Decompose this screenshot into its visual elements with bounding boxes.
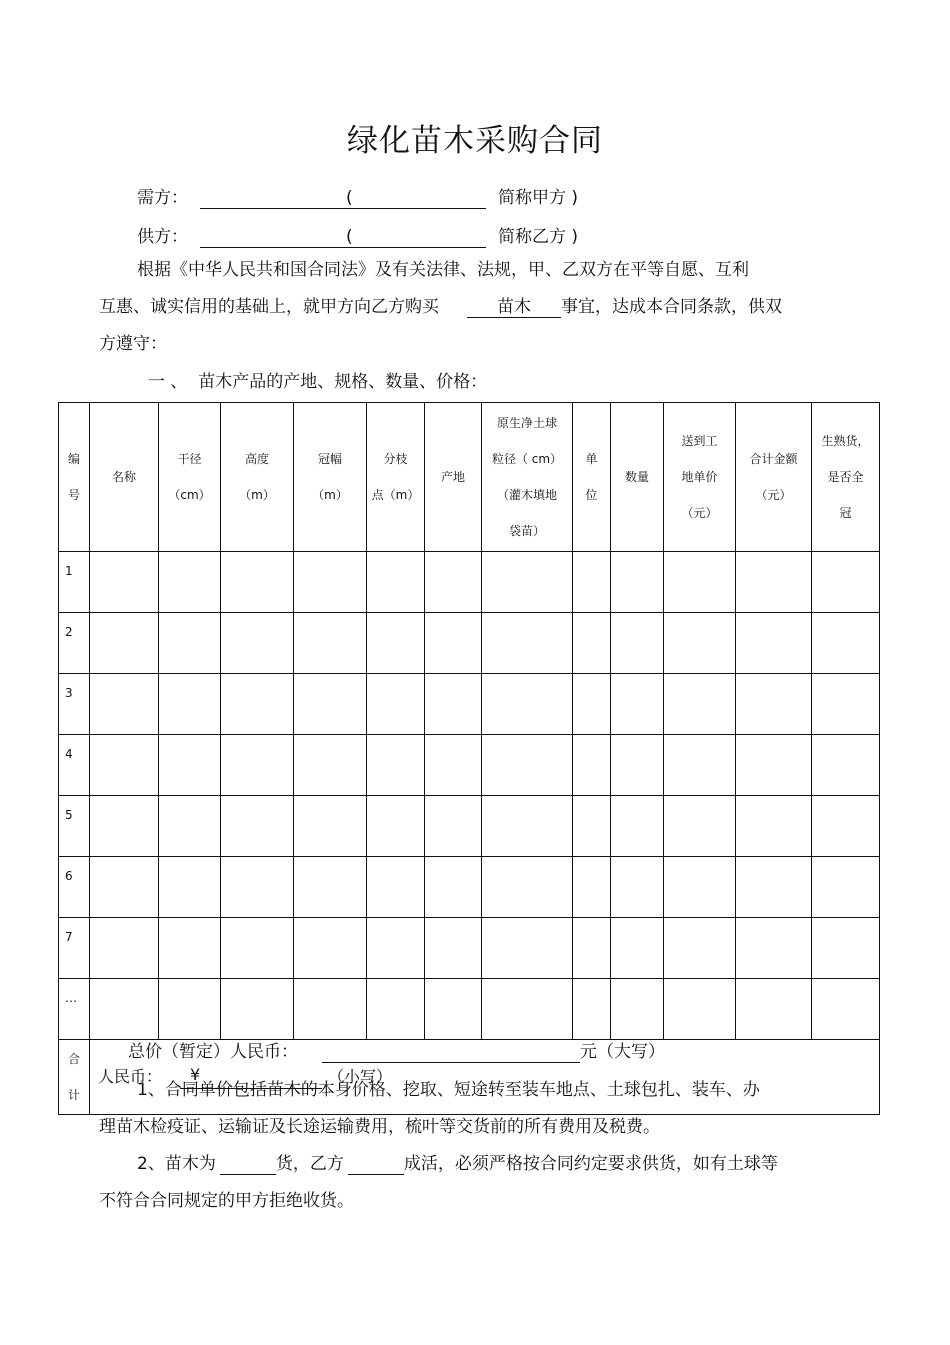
row-number: 5	[59, 796, 90, 857]
table-cell[interactable]	[664, 613, 736, 674]
clause-2-start: 2、苗木为	[137, 1154, 216, 1174]
table-header-row	[59, 403, 880, 552]
row-number: 7	[59, 918, 90, 979]
table-cell[interactable]	[573, 979, 611, 1040]
table-cell[interactable]	[90, 979, 159, 1040]
table-cell[interactable]	[736, 796, 812, 857]
buyer-label: 需方：	[137, 188, 188, 208]
table-cell[interactable]	[221, 735, 294, 796]
table-cell[interactable]	[611, 735, 664, 796]
table-cell[interactable]	[664, 918, 736, 979]
row-number: 2	[59, 613, 90, 674]
header-number: 编 号	[59, 403, 90, 552]
table-cell[interactable]	[812, 613, 880, 674]
table-row	[59, 918, 880, 979]
table-cell[interactable]	[611, 674, 664, 735]
intro-line-2-end: 事宜，达成本合同条款，供双	[561, 297, 782, 317]
table-cell[interactable]	[90, 674, 159, 735]
goods-type-blank[interactable]	[220, 1154, 276, 1175]
seller-paren: (	[346, 227, 353, 247]
table-cell[interactable]	[664, 979, 736, 1040]
row-number: …	[59, 979, 90, 1040]
clause-2-line-2: 不符合合同规定的甲方拒绝收货。	[99, 1191, 354, 1211]
seedling-table	[58, 402, 880, 1115]
table-cell[interactable]	[425, 674, 482, 735]
table-cell[interactable]	[294, 613, 367, 674]
table-cell[interactable]	[221, 918, 294, 979]
table-cell[interactable]	[482, 674, 573, 735]
table-cell[interactable]	[812, 735, 880, 796]
total-price-unit: 元（大写）	[580, 1042, 665, 1062]
header-unit-price: 送到工 地单价 （元）	[664, 403, 736, 552]
table-cell[interactable]	[812, 674, 880, 735]
table-cell[interactable]	[221, 552, 294, 613]
table-cell[interactable]	[425, 613, 482, 674]
header-crown-width: 冠幅 （m）	[294, 403, 367, 552]
buyer-paren: (	[346, 188, 353, 208]
buyer-name-blank[interactable]	[200, 188, 346, 209]
total-lowercase-label: （小写）	[328, 1066, 393, 1086]
header-soil-ball: 原生净土球 粒径（ cm） （灌木填地 袋苗）	[482, 403, 573, 552]
table-cell[interactable]	[664, 674, 736, 735]
header-origin: 产地	[425, 403, 482, 552]
goods-value: 苗木	[497, 297, 531, 317]
goods-blank[interactable]	[467, 297, 561, 318]
table-cell[interactable]	[294, 918, 367, 979]
table-row	[59, 552, 880, 613]
table-cell[interactable]	[573, 552, 611, 613]
seller-alias: 简称乙方 )	[498, 227, 579, 247]
row-number: 1	[59, 552, 90, 613]
table-row	[59, 613, 880, 674]
table-cell[interactable]	[159, 735, 221, 796]
row-number: 4	[59, 735, 90, 796]
table-cell[interactable]	[664, 552, 736, 613]
table-cell[interactable]	[482, 857, 573, 918]
table-cell[interactable]	[736, 918, 812, 979]
table-cell[interactable]	[294, 735, 367, 796]
total-price-blank[interactable]	[322, 1042, 580, 1063]
table-cell[interactable]	[159, 796, 221, 857]
header-trunk-diameter: 干径 （cm）	[159, 403, 221, 552]
intro-line-2-start: 互惠、诚实信用的基础上，就甲方向乙方购买	[99, 297, 439, 317]
table-cell[interactable]	[425, 857, 482, 918]
table-cell[interactable]	[159, 552, 221, 613]
section-heading: 一 、 苗木产品的产地、规格、数量、价格：	[148, 372, 488, 392]
table-cell[interactable]	[159, 918, 221, 979]
table-cell[interactable]	[611, 796, 664, 857]
table-cell[interactable]	[367, 674, 425, 735]
header-quantity: 数量	[611, 403, 664, 552]
table-cell[interactable]	[294, 796, 367, 857]
intro-line-3: 方遵守：	[99, 334, 167, 354]
table-cell[interactable]	[736, 552, 812, 613]
table-cell[interactable]	[736, 674, 812, 735]
table-cell[interactable]	[425, 979, 482, 1040]
table-cell[interactable]	[611, 857, 664, 918]
table-cell[interactable]	[367, 796, 425, 857]
table-cell[interactable]	[367, 552, 425, 613]
clause-2-mid: 货，乙方	[275, 1154, 344, 1174]
table-cell[interactable]	[221, 613, 294, 674]
table-cell[interactable]	[736, 979, 812, 1040]
table-cell[interactable]	[90, 918, 159, 979]
table-cell[interactable]	[90, 796, 159, 857]
table-row	[59, 857, 880, 918]
table-cell[interactable]	[664, 796, 736, 857]
total-label: 合 计	[59, 1040, 90, 1115]
clause-1-line-2: 理苗木检疫证、运输证及长途运输费用，梳叶等交货前的所有费用及税费。	[99, 1117, 660, 1137]
table-cell[interactable]	[294, 674, 367, 735]
table-cell[interactable]	[812, 918, 880, 979]
intro-line-1: 根据《中华人民共和国合同法》及有关法律、法规，甲、乙双方在平等自愿、互利	[137, 260, 749, 280]
header-name: 名称	[90, 403, 159, 552]
table-cell[interactable]	[482, 735, 573, 796]
table-cell[interactable]	[812, 979, 880, 1040]
header-height: 高度 （m）	[221, 403, 294, 552]
table-cell[interactable]	[573, 796, 611, 857]
table-cell[interactable]	[664, 857, 736, 918]
table-cell[interactable]	[736, 613, 812, 674]
table-cell[interactable]	[90, 613, 159, 674]
header-branch-point: 分枝 点（m）	[367, 403, 425, 552]
seller-line	[137, 227, 578, 248]
header-total-amount: 合计金额 （元）	[736, 403, 812, 552]
seller-name-blank[interactable]	[200, 227, 346, 248]
header-unit: 单 位	[573, 403, 611, 552]
table-cell[interactable]	[812, 796, 880, 857]
seller-short-blank[interactable]	[346, 227, 486, 248]
buyer-line	[137, 188, 578, 209]
table-cell[interactable]	[611, 979, 664, 1040]
table-row	[59, 735, 880, 796]
table-cell[interactable]	[367, 857, 425, 918]
table-cell[interactable]	[573, 918, 611, 979]
row-number: 6	[59, 857, 90, 918]
table-cell[interactable]	[611, 552, 664, 613]
total-price-line	[128, 1042, 665, 1063]
table-cell[interactable]	[367, 979, 425, 1040]
table-row	[59, 796, 880, 857]
yen-sign: ¥	[190, 1064, 201, 1084]
table-cell[interactable]	[736, 735, 812, 796]
intro-line-2	[99, 297, 782, 318]
table-cell[interactable]	[664, 735, 736, 796]
table-cell[interactable]	[573, 735, 611, 796]
row-number: 3	[59, 674, 90, 735]
table-row	[59, 674, 880, 735]
table-cell[interactable]	[90, 857, 159, 918]
table-cell[interactable]	[812, 552, 880, 613]
clause-1-line-1: 1、合同单价包括苗木的本身价格、挖取、短途转至装车地点、土球包扎、装车、办	[137, 1080, 760, 1100]
document-title: 绿化苗木采购合同	[347, 123, 603, 159]
table-cell[interactable]	[611, 613, 664, 674]
table-cell[interactable]	[425, 918, 482, 979]
table-cell[interactable]	[221, 796, 294, 857]
clause-2-end: 成活，必须严格按合同约定要求供货，如有土球等	[403, 1154, 778, 1174]
header-goods-type: 生熟货， 是否全 冠	[812, 403, 880, 552]
table-cell[interactable]	[221, 674, 294, 735]
table-cell[interactable]	[482, 918, 573, 979]
table-cell[interactable]	[159, 979, 221, 1040]
table-cell[interactable]	[736, 857, 812, 918]
table-cell[interactable]	[294, 552, 367, 613]
table-cell[interactable]	[812, 857, 880, 918]
table-cell[interactable]	[367, 735, 425, 796]
total-rmb-label: 人民币：	[98, 1066, 163, 1086]
table-row	[59, 979, 880, 1040]
table-cell[interactable]	[425, 552, 482, 613]
table-cell[interactable]	[159, 674, 221, 735]
buyer-alias: 简称甲方 )	[498, 188, 579, 208]
buyer-short-blank[interactable]	[346, 188, 486, 209]
table-cell[interactable]	[90, 552, 159, 613]
table-cell[interactable]	[573, 613, 611, 674]
table-cell[interactable]	[159, 613, 221, 674]
table-cell[interactable]	[482, 979, 573, 1040]
clause-2-line-1	[137, 1154, 778, 1175]
table-cell[interactable]	[221, 857, 294, 918]
total-price-label: 总价（暂定）人民币：	[128, 1042, 298, 1062]
survival-blank[interactable]	[348, 1154, 404, 1175]
table-cell[interactable]	[573, 674, 611, 735]
table-cell[interactable]	[294, 979, 367, 1040]
table-cell[interactable]	[482, 552, 573, 613]
table-cell[interactable]	[425, 735, 482, 796]
table-cell[interactable]	[482, 613, 573, 674]
table-cell[interactable]	[367, 613, 425, 674]
table-cell[interactable]	[90, 735, 159, 796]
table-cell[interactable]	[367, 918, 425, 979]
table-cell[interactable]	[294, 857, 367, 918]
table-cell[interactable]	[482, 796, 573, 857]
table-cell[interactable]	[221, 979, 294, 1040]
table-cell[interactable]	[573, 857, 611, 918]
table-cell[interactable]	[159, 857, 221, 918]
table-cell[interactable]	[425, 796, 482, 857]
seller-label: 供方：	[137, 227, 188, 247]
table-cell[interactable]	[611, 918, 664, 979]
